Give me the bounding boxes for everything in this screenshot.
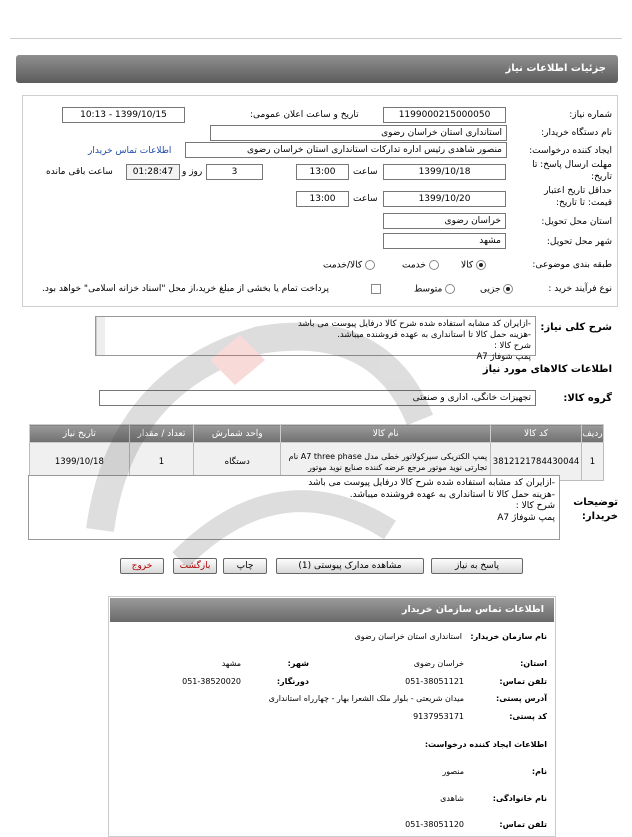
city-field: مشهد <box>383 233 506 249</box>
payment-checkbox[interactable] <box>371 284 381 294</box>
name-value-card: منصور <box>442 767 464 776</box>
announce-label: تاریخ و ساعت اعلان عمومی: <box>250 110 359 120</box>
family-label-card: نام خانوادگی: <box>492 794 547 803</box>
cell-date: 1399/10/18 <box>30 443 130 481</box>
remaining-label: ساعت باقی مانده <box>46 167 113 177</box>
city-label-card: شهر: <box>287 659 309 668</box>
fax-value-card: 051-38520020 <box>182 677 241 686</box>
valid-date-field: 1399/10/20 <box>383 191 506 207</box>
buyer-org-label: نام دستگاه خریدار: <box>541 128 612 138</box>
province-value-card: خراسان رضوی <box>413 659 464 668</box>
radio-icon <box>429 260 439 270</box>
phone-label-card: تلفن تماس: <box>499 677 547 686</box>
category-option-goods[interactable]: کالا <box>461 260 486 271</box>
postal-value-card: 9137953171 <box>413 712 464 721</box>
remaining-time-field: 01:28:47 <box>126 164 180 180</box>
family-value-card: شاهدی <box>440 794 464 803</box>
org-value: استانداری استان خراسان رضوی <box>354 632 462 641</box>
goods-table <box>29 424 604 481</box>
reply-button[interactable]: پاسخ به نیاز <box>431 558 523 574</box>
process-label: نوع فرآیند خرید : <box>548 284 612 294</box>
radio-icon <box>365 260 375 270</box>
city-value-card: مشهد <box>221 659 241 668</box>
buyer-notes-textarea: -ازایران کد مشابه استفاده شده شرح کالا درفایل پیوست می باشد -هزینه حمل کالا تا استانداری به عهده فروشنده میباشد. شرح کالا : پمپ شوفاژ A7 <box>28 475 560 540</box>
contact-info-link[interactable]: اطلاعات تماس خریدار <box>88 146 172 156</box>
valid-time-label: ساعت <box>353 194 378 204</box>
phone-value-card: 051-38051121 <box>405 677 464 686</box>
cell-code: 3812121784430044 <box>491 443 582 481</box>
print-button[interactable]: چاپ <box>223 558 267 574</box>
deadline-time-field: 13:00 <box>296 164 349 180</box>
cell-qty: 1 <box>129 443 193 481</box>
attachments-button[interactable]: مشاهده مدارک پیوستی (1) <box>276 558 424 574</box>
goods-group-label: گروه کالا: <box>563 393 612 404</box>
exit-button[interactable]: خروج <box>120 558 164 574</box>
buyer-notes-label-1: توضیحات <box>573 497 618 508</box>
buyer-notes-label-2: خریدار: <box>581 511 618 522</box>
radio-selected-icon <box>476 260 486 270</box>
need-number-label: شماره نیاز: <box>569 110 612 120</box>
province-field: خراسان رضوی <box>383 213 506 229</box>
province-label: استان محل تحویل: <box>541 217 612 227</box>
min-valid-label-2: قیمت: تا تاریخ: <box>556 198 612 208</box>
col-date: تاریخ نیاز <box>30 425 130 443</box>
goods-section-title: اطلاعات کالاهای مورد نیاز <box>482 364 612 375</box>
radio-selected-icon <box>503 284 513 294</box>
back-button[interactable]: بازگشت <box>173 558 217 574</box>
process-option-medium[interactable]: متوسط <box>414 284 455 295</box>
col-qty: تعداد / مقدار <box>129 425 193 443</box>
creator-phone-value: 051-38051120 <box>405 820 464 829</box>
org-label: نام سازمان خریدار: <box>470 632 547 641</box>
process-option-small[interactable]: جزیی <box>480 284 513 295</box>
category-option-service[interactable]: خدمت <box>402 260 439 271</box>
city-label: شهر محل تحویل: <box>546 237 612 247</box>
summary-label: شرح کلی نیاز: <box>540 322 612 333</box>
deadline-label-1: مهلت ارسال پاسخ: تا <box>532 160 612 170</box>
cell-row: 1 <box>582 443 604 481</box>
postal-label-card: کد پستی: <box>509 712 547 721</box>
cell-name: پمپ الکتریکی سیرکولاتور خطی مدل A7 three phase نام تجارتی نوید موتور مرجع عرضه کننده صنایع نوید موتور <box>281 443 491 481</box>
col-code: کد کالا <box>491 425 582 443</box>
days-label: روز و <box>182 167 203 177</box>
deadline-date-field: 1399/10/18 <box>383 164 506 180</box>
creator-section-title: اطلاعات ایجاد کننده درخواست: <box>424 740 547 749</box>
name-label-card: نام: <box>531 767 547 776</box>
category-label: طبقه بندی موضوعی: <box>532 260 612 270</box>
fax-label-card: دورنگار: <box>276 677 309 686</box>
radio-icon <box>445 284 455 294</box>
min-valid-label-1: حداقل تاریخ اعتبار <box>544 186 612 196</box>
address-value-card: میدان شریعتی - بلوار ملک الشعرا بهار - چهارراه استانداری <box>268 694 464 703</box>
col-row: ردیف <box>582 425 604 443</box>
col-name: نام کالا <box>281 425 491 443</box>
creator-label: ایجاد کننده درخواست: <box>529 146 612 156</box>
summary-textarea: -ازایران کد مشابه استفاده شده شرح کالا درفایل پیوست می باشد -هزینه حمل کالا تا استانداری به عهده فروشنده میباشد. شرح کالا : پمپ شوفاژ A7 <box>95 316 536 356</box>
address-label-card: آدرس پستی: <box>496 694 547 703</box>
province-label-card: استان: <box>520 659 547 668</box>
top-divider <box>10 38 622 39</box>
summary-scrollbar[interactable] <box>96 317 105 355</box>
contact-card-title: اطلاعات تماس سازمان خریدار <box>110 598 554 622</box>
category-option-both[interactable]: کالا/خدمت <box>323 260 375 271</box>
cell-unit: دستگاه <box>194 443 281 481</box>
valid-time-field: 13:00 <box>296 191 349 207</box>
col-unit: واحد شمارش <box>194 425 281 443</box>
goods-group-field: تجهیزات خانگی، اداری و صنعتی <box>99 390 536 406</box>
days-field: 3 <box>206 164 263 180</box>
buyer-org-field: استانداری استان خراسان رضوی <box>210 125 507 141</box>
announce-field: 1399/10/15 - 10:13 <box>62 107 185 123</box>
need-number-field: 1199000215000050 <box>383 107 506 123</box>
page-header: جزئیات اطلاعات نیاز <box>16 55 618 83</box>
creator-phone-label: تلفن تماس: <box>499 820 547 829</box>
deadline-time-label: ساعت <box>353 167 378 177</box>
creator-field: منصور شاهدی رئیس اداره تدارکات استانداری استان خراسان رضوی <box>185 142 507 158</box>
deadline-label-2: تاریخ: <box>591 172 612 182</box>
payment-note: پرداخت تمام یا بخشی از مبلغ خرید،از محل "اسناد خزانه اسلامی" خواهد بود. <box>42 284 330 294</box>
